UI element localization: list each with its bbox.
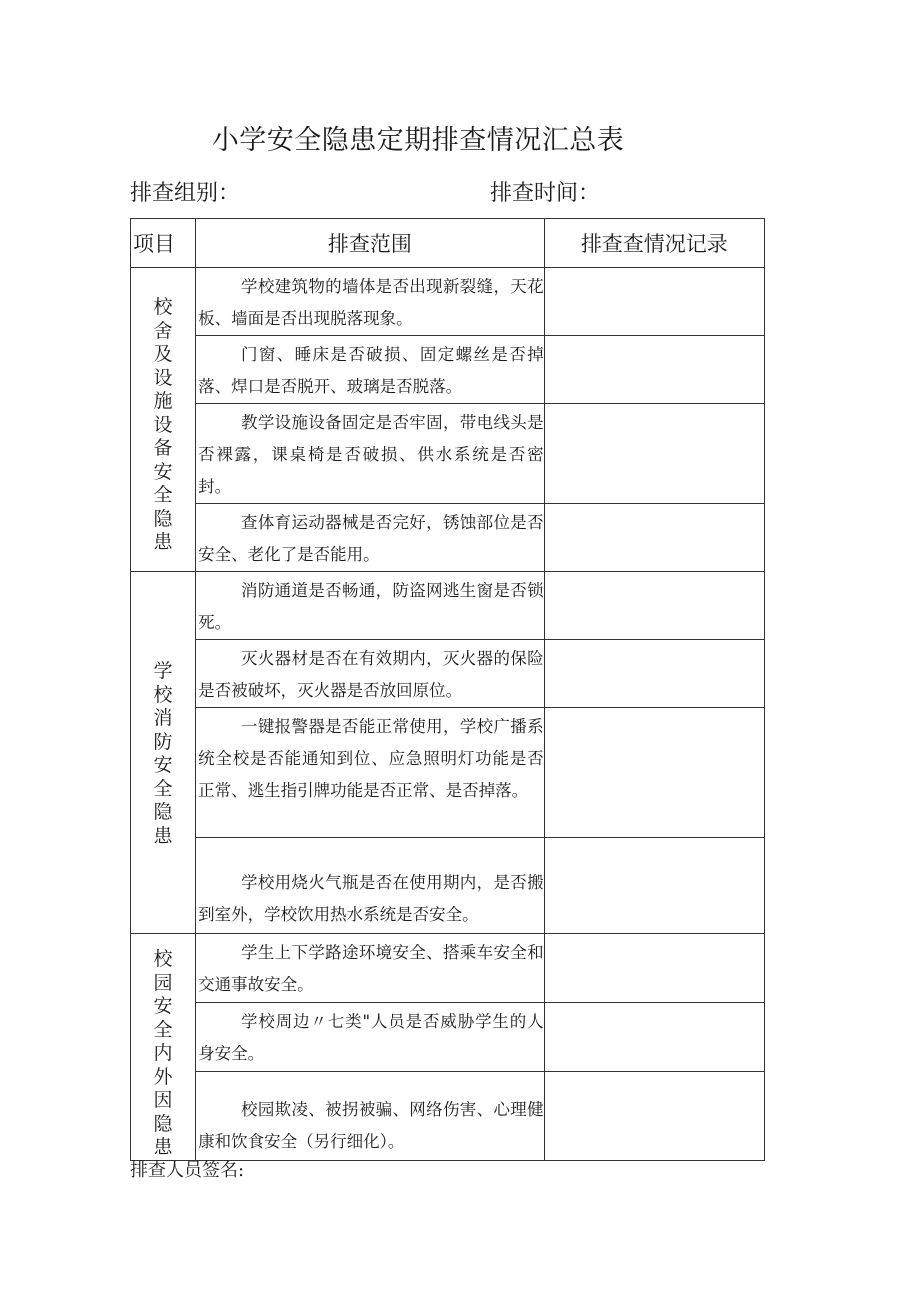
- record-cell[interactable]: [544, 268, 764, 336]
- table-row: [131, 838, 765, 934]
- page-title: 小学安全隐患定期排查情况汇总表: [211, 125, 625, 156]
- scope-text: 校园欺凌、被拐被骗、网络伤害、心理健康和饮食安全（另行细化）。: [198, 1099, 544, 1151]
- inspection-table: [130, 218, 765, 1161]
- table-row: [131, 708, 765, 838]
- scope-cell: [196, 268, 545, 336]
- record-cell[interactable]: [544, 640, 764, 708]
- category-label: 校园安全内外因隐患: [153, 948, 173, 1158]
- record-cell[interactable]: [544, 708, 764, 838]
- category-cell: [131, 934, 196, 1161]
- scope-cell: [196, 1002, 545, 1071]
- scope-text: 教学设施设备固定是否牢固，带电线头是否裸露，课桌椅是否破损、供水系统是否密封。: [198, 413, 544, 496]
- category-cell: [131, 572, 196, 934]
- scope-text: 学生上下学路途环境安全、搭乘车安全和交通事故安全。: [198, 943, 544, 994]
- record-cell[interactable]: [544, 934, 764, 1003]
- record-cell[interactable]: [544, 838, 764, 934]
- category-cell: [131, 268, 196, 572]
- table-row: [131, 1071, 765, 1160]
- table-header-row: [131, 219, 765, 268]
- table-row: [131, 336, 765, 404]
- scope-cell: [196, 504, 545, 572]
- record-cell[interactable]: [544, 336, 764, 404]
- table-row: [131, 934, 765, 1003]
- scope-text: 消防通道是否畅通，防盗网逃生窗是否锁死。: [198, 581, 544, 632]
- header-record: 排查查情况记录: [544, 219, 764, 268]
- scope-cell: [196, 1071, 545, 1160]
- scope-text: 查体育运动器械是否完好，锈蚀部位是否安全、老化了是否能用。: [198, 513, 544, 564]
- scope-text: 灭火器材是否在有效期内，灭火器的保险是否被破坏，灭火器是否放回原位。: [198, 649, 544, 700]
- scope-cell: [196, 838, 545, 934]
- header-scope: 排查范围: [196, 219, 545, 268]
- inspection-time-label: 排查时间：: [490, 181, 601, 206]
- record-cell[interactable]: [544, 572, 764, 640]
- inspection-group-label: 排查组别：: [130, 181, 241, 206]
- scope-text: 学校建筑物的墙体是否出现新裂缝，天花板、墙面是否出现脱落现象。: [198, 277, 544, 328]
- scope-cell: [196, 934, 545, 1003]
- record-cell[interactable]: [544, 504, 764, 572]
- table-row: [131, 1002, 765, 1071]
- table-row: [131, 268, 765, 336]
- scope-text: 门窗、睡床是否破损、固定螺丝是否掉落、焊口是否脱开、玻璃是否脱落。: [198, 345, 544, 396]
- table-row: [131, 404, 765, 504]
- scope-cell: [196, 640, 545, 708]
- scope-cell: [196, 404, 545, 504]
- record-cell[interactable]: [544, 404, 764, 504]
- scope-cell: [196, 708, 545, 838]
- category-label: 学校消防安全隐患: [153, 660, 173, 847]
- scope-text: 学校周边〃七类"人员是否威胁学生的人身安全。: [198, 1011, 544, 1063]
- scope-text: 学校用烧火气瓶是否在使用期内，是否搬到室外，学校饮用热水系统是否安全。: [198, 873, 544, 924]
- header-item: 项目: [131, 219, 196, 268]
- category-label: 校舍及设施设备安全隐患: [153, 296, 173, 553]
- table-row: [131, 504, 765, 572]
- scope-text: 一键报警器是否能正常使用，学校广播系统全校是否能通知到位、应急照明灯功能是否正常、逃生指引牌功能是否正常、是否掉落。: [198, 717, 544, 800]
- scope-cell: [196, 336, 545, 404]
- record-cell[interactable]: [544, 1002, 764, 1071]
- signature-label: 排查人员签名:: [130, 1160, 245, 1181]
- scope-cell: [196, 572, 545, 640]
- table-row: [131, 572, 765, 640]
- record-cell[interactable]: [544, 1071, 764, 1160]
- table-row: [131, 640, 765, 708]
